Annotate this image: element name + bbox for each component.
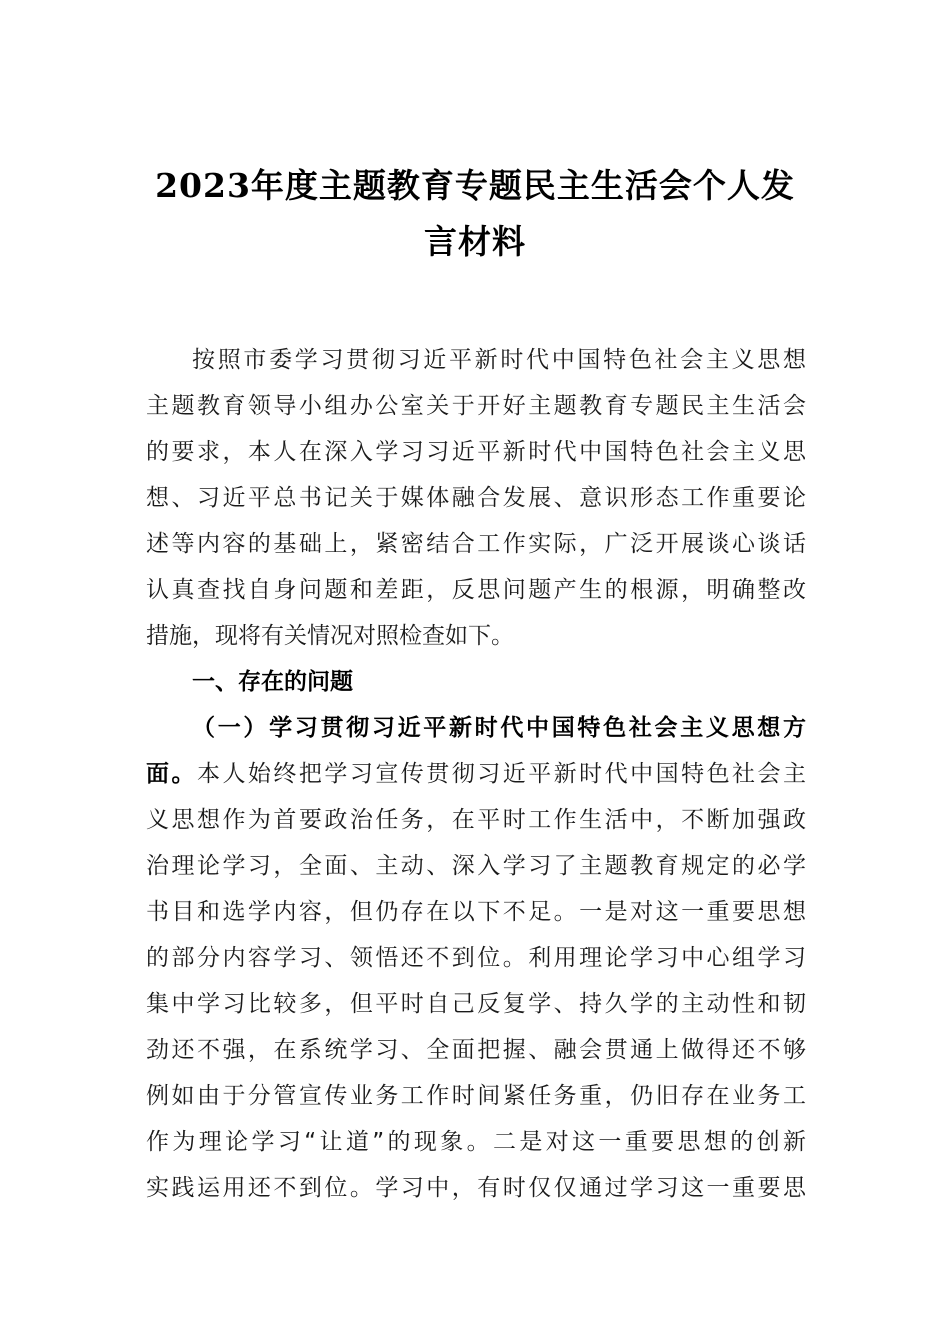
document-title-line-2: 言材料: [424, 222, 526, 261]
section-heading: 一、存在的问题: [192, 669, 353, 695]
document-title-line-1: 2023年度主题教育专题民主生活会个人发: [155, 166, 795, 205]
body-line: 劲还不强，在系统学习、全面把握、融会贯通上做得还不够: [146, 1037, 806, 1063]
intro-line: 措施，现将有关情况对照检查如下。: [146, 623, 514, 649]
body-line: 集中学习比较多，但平时自己反复学、持久学的主动性和韧: [146, 991, 806, 1017]
subsection-heading: （一）学习贯彻习近平新时代中国特色社会主义思想方: [192, 715, 806, 741]
body-line: 义思想作为首要政治任务，在平时工作生活中，不断加强政: [146, 807, 806, 833]
body-line: 作为理论学习“让道”的现象。二是对这一重要思想的创新: [146, 1129, 806, 1155]
intro-line: 主题教育领导小组办公室关于开好主题教育专题民主生活会: [146, 393, 806, 419]
subsection-first-line: [146, 754, 806, 794]
body-text: 本人始终把学习宣传贯彻习近平新时代中国特色社会主: [196, 761, 807, 787]
intro-line: 想、习近平总书记关于媒体融合发展、意识形态工作重要论: [146, 485, 806, 511]
intro-line: 述等内容的基础上，紧密结合工作实际，广泛开展谈心谈话: [146, 531, 806, 557]
body-line: 例如由于分管宣传业务工作时间紧任务重，仍旧存在业务工: [146, 1083, 806, 1109]
body-line: 实践运用还不到位。学习中，有时仅仅通过学习这一重要思: [146, 1175, 806, 1201]
body-line: 书目和选学内容，但仍存在以下不足。一是对这一重要思想: [146, 899, 806, 925]
body-line: 的部分内容学习、领悟还不到位。利用理论学习中心组学习: [146, 945, 806, 971]
subsection-heading-tail: 面。: [146, 761, 197, 787]
intro-line: 的要求，本人在深入学习习近平新时代中国特色社会主义思: [146, 439, 806, 465]
intro-line: 认真查找自身问题和差距，反思问题产生的根源，明确整改: [146, 577, 806, 603]
body-line: 治理论学习，全面、主动、深入学习了主题教育规定的必学: [146, 853, 806, 879]
intro-line: 按照市委学习贯彻习近平新时代中国特色社会主义思想: [192, 347, 806, 373]
